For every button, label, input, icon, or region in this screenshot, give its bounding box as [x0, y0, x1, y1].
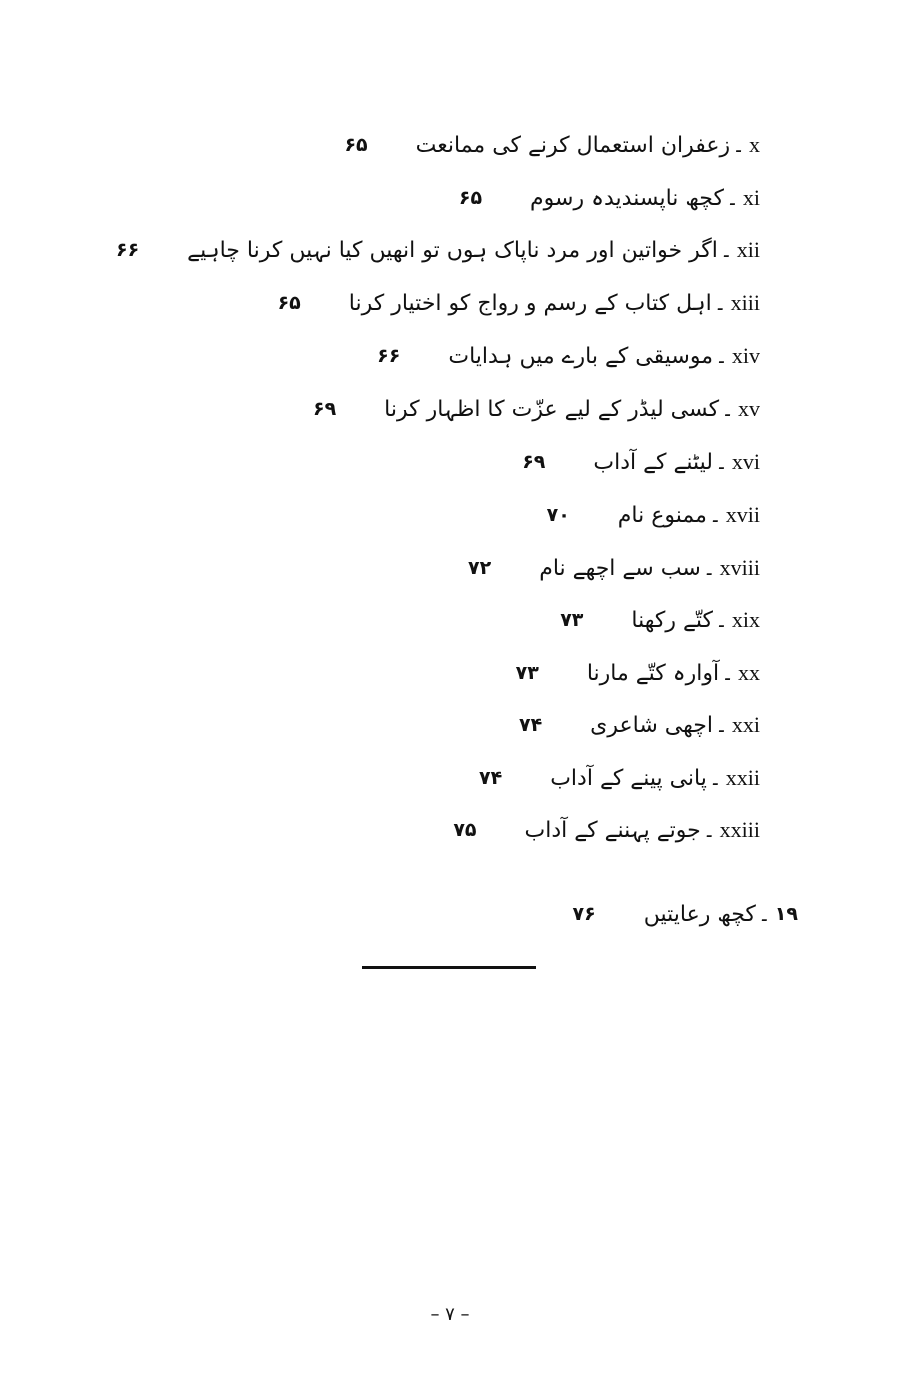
toc-entry-xiii [278, 283, 760, 323]
toc-roman-number: xxii [725, 765, 760, 790]
toc-separator: ۔ [714, 343, 728, 369]
toc-page-number: ۷۳ [515, 662, 539, 684]
toc-roman-number: xxi [731, 712, 760, 737]
toc-roman-number: xviii [719, 555, 760, 580]
toc-entry-xv [313, 389, 760, 429]
toc-entry-xxi [519, 705, 760, 745]
toc-title: کسی لیڈر کے لیے عزّت کا اظہار کرنا [384, 396, 720, 422]
toc-title: کتّے رکھنا [631, 607, 713, 633]
toc-page-number: ۷۲ [468, 557, 492, 579]
toc-title: پانی پینے کے آداب [550, 765, 707, 791]
toc-separator: ۔ [714, 449, 728, 475]
toc-entry-xx [516, 653, 760, 693]
toc-separator: ۔ [714, 712, 728, 738]
toc-entry-xviii [468, 548, 760, 588]
toc-separator: ۔ [757, 901, 771, 927]
toc-entry-xii [116, 230, 760, 270]
toc-title: کچھ رعایتیں [643, 901, 756, 927]
toc-page-number: ۷۴ [479, 767, 503, 789]
toc-entry-xi [459, 178, 760, 218]
toc-roman-number: xvii [725, 502, 760, 527]
toc-title: سب سے اچھے نام [539, 555, 701, 581]
toc-page-number: ۷۴ [518, 714, 543, 736]
toc-title: جوتے پہننے کے آداب [524, 817, 701, 843]
toc-title: زعفران استعمال کرنے کی ممانعت [415, 132, 731, 158]
toc-page-number: ۶۹ [522, 451, 546, 473]
toc-page-number: ۶۶ [377, 345, 401, 367]
toc-roman-number: xix [731, 607, 760, 632]
toc-title: موسیقی کے بارے میں ہدایات [448, 343, 713, 369]
toc-separator: ۔ [719, 237, 733, 263]
toc-page-number: ۶۹ [312, 398, 337, 420]
toc-separator: ۔ [721, 396, 734, 422]
section-divider [362, 966, 536, 969]
toc-entry-x [344, 125, 760, 165]
toc-roman-number: xiv [731, 343, 760, 368]
toc-entry-19 [573, 894, 798, 934]
toc-separator: ۔ [714, 607, 728, 633]
toc-page-number: ۶۵ [344, 134, 368, 156]
toc-page-number: ۷۰ [546, 504, 570, 526]
toc-entry-xvii [547, 495, 760, 535]
toc-roman-number: x [749, 132, 760, 157]
toc-title: ممنوع نام [617, 502, 707, 528]
toc-separator: ۔ [725, 185, 739, 211]
toc-roman-number: xvi [731, 449, 760, 474]
toc-roman-number: xv [738, 396, 760, 421]
toc-roman-number: xxiii [719, 817, 760, 842]
toc-page-number: ۷۶ [572, 903, 596, 925]
toc-title: اچھی شاعری [590, 712, 713, 738]
toc-page-number: ۷۵ [453, 819, 477, 841]
toc-page-number: ۷۳ [560, 609, 584, 631]
toc-separator: ۔ [713, 290, 727, 316]
page-number-footer: – ۷ – [430, 1304, 470, 1325]
toc-separator: ۔ [708, 765, 722, 791]
toc-roman-number: xiii [730, 290, 760, 315]
toc-page-number: ۶۶ [115, 239, 140, 261]
toc-title: اہل کتاب کے رسم و رواج کو اختیار کرنا [348, 290, 712, 316]
toc-separator: ۔ [702, 555, 716, 581]
toc-separator: ۔ [732, 132, 745, 158]
toc-roman-number: xx [738, 660, 760, 685]
toc-separator: ۔ [702, 817, 716, 843]
toc-separator: ۔ [721, 660, 734, 686]
toc-page-number: ۶۵ [277, 292, 301, 314]
toc-title: لیٹنے کے آداب [593, 449, 713, 475]
toc-page-number: ۶۵ [458, 187, 483, 209]
toc-separator: ۔ [708, 502, 722, 528]
toc-entry-xxii [479, 758, 760, 798]
toc-entry-xiv [377, 336, 760, 376]
toc-entry-xvi [522, 442, 760, 482]
toc-section-number: ۱۹ [774, 903, 798, 925]
toc-roman-number: xii [736, 237, 760, 262]
toc-title: اگر خواتین اور مرد ناپاک ہوں تو انھیں کیا نہیں کرنا چاہیے [187, 237, 718, 263]
toc-entry-xxiii [453, 810, 760, 850]
toc-roman-number: xi [742, 185, 760, 210]
toc-entry-xix [560, 600, 760, 640]
toc-title: آوارہ کتّے مارنا [586, 660, 720, 686]
toc-title: کچھ ناپسندیدہ رسوم [530, 185, 724, 211]
